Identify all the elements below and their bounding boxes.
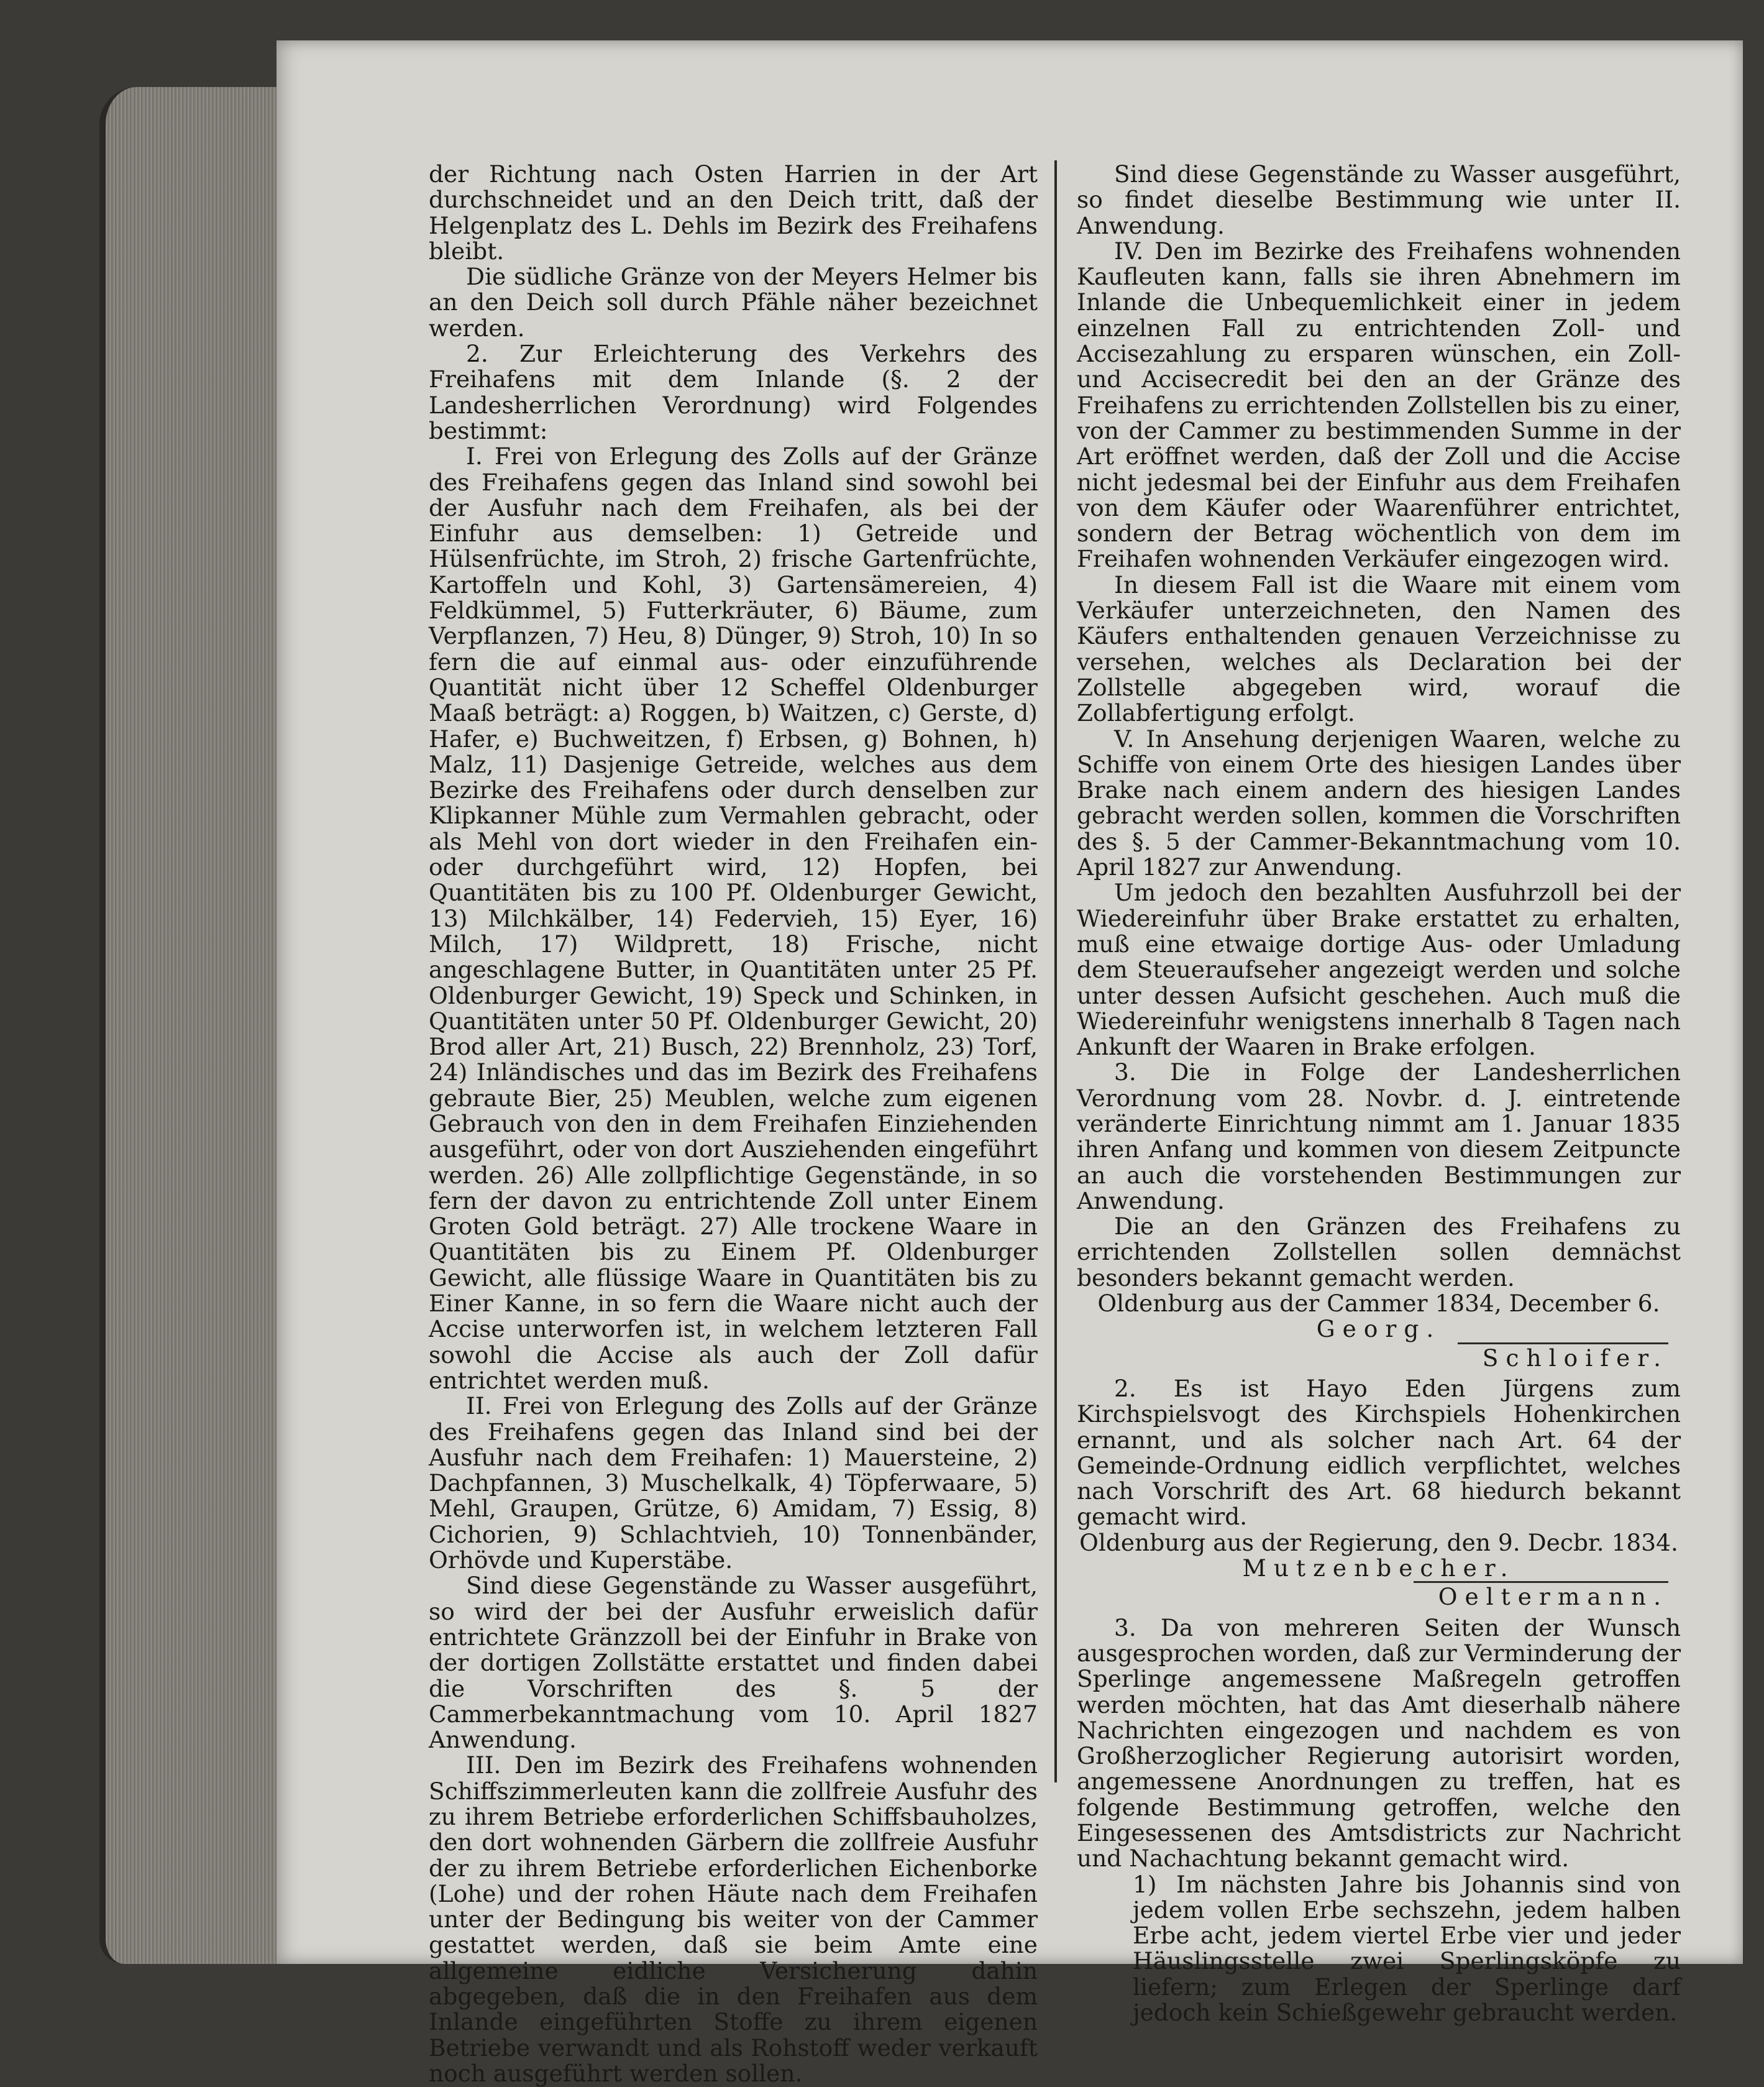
book-edge bbox=[99, 87, 292, 1964]
paragraph: 3. Die in Folge der Landesherrlichen Verordnung vom 28. Novbr. d. J. eintretende veränderte Einrichtung nimmt am 1. Januar 1835 ihren Anfang und kommen von diesem Zeitpuncte an auch die vorstehenden Bestimmungen zur Anwendung. bbox=[1077, 1058, 1681, 1214]
paragraph: IV. Den im Bezirke des Freihafens wohnenden Kaufleuten kann, falls sie ihren Abnehmern im Inlande die Unbequemlichkeit einer in jedem einzelnen Fall zu entrichtenden Zoll- und Accisezahlung zu ersparen wünschen, ein Zoll- und Accisecredit bei den an der Gränze des Freihafens zu errichtenden Zollstellen bis zu einer, von der Cammer zu bestimmenden Summe in der Art eröffnet werden, daß der Zoll und die Accise nicht jedesmal bei der Einfuhr aus dem Freihafen von dem Käufer oder Waarenführer entrichtet, sondern der Betrag wöchentlich von dem im Freihafen wohnenden Verkäufer eingezogen wird. bbox=[1077, 237, 1681, 573]
column-divider bbox=[1054, 160, 1057, 1782]
paragraph: Die an den Gränzen des Freihafens zu errichtenden Zollstellen sollen demnächst besonders bekannt gemacht werden. bbox=[1077, 1213, 1681, 1291]
countersign bbox=[1077, 1581, 1681, 1610]
paragraph: In diesem Fall ist die Waare mit einem vom Verkäufer unterzeichneten, den Namen des Käufers enthaltenden genauen Verzeichnisse zu versehen, welches als Declaration bei der Zollstelle abgegeben wird, worauf die Zollabfertigung erfolgt. bbox=[1077, 571, 1681, 727]
countersign bbox=[1077, 1342, 1681, 1371]
paragraph: der Richtung nach Osten Harrien in der Art durchschneidet und an den Deich tritt, daß der Helgenplatz des L. Dehls im Bezirk des Freihafens bleibt. bbox=[429, 160, 1038, 265]
paragraph: V. In Ansehung derjenigen Waaren, welche zu Schiffe von einem Orte des hiesigen Landes über Brake nach einem andern des hiesigen Landes gebracht werden sollen, kommen die Vorschriften des §. 5 der Cammer-Bekanntmachung vom 10. April 1827 zur Anwendung. bbox=[1077, 725, 1681, 881]
countersign-name: Oeltermann. bbox=[1414, 1581, 1668, 1610]
list-item-number: 1) bbox=[1133, 1870, 1157, 1898]
paragraph: Um jedoch den bezahlten Ausfuhrzoll bei der Wiedereinfuhr über Brake erstattet zu erhalten, muß eine etwaige dortige Aus- oder Umladung dem Steueraufseher angezeigt werden und solche unter dessen Aufsicht geschehen. Auch muß die Wiedereinfuhr wenigstens innerhalb 8 Tagen nach Ankunft der Waaren in Brake erfolgen. bbox=[1077, 879, 1681, 1061]
list-item-text: Im nächsten Jahre bis Johannis sind von jedem vollen Erbe sechszehn, jedem halben Erbe acht, jedem viertel Erbe vier und jeder Häuslingsstelle zwei Sperlingsköpfe zu liefern; zum Erlegen der Sperlinge darf jedoch kein Schießgewehr gebraucht werden. bbox=[1133, 1870, 1681, 2027]
paragraph: II. Frei von Erlegung des Zolls auf der Gränze des Freihafens gegen das Inland sind bei der Ausfuhr nach dem Freihafen: 1) Mauersteine, 2) Dachpfannen, 3) Muschelkalk, 4) Töpferwaare, 5) Mehl, Graupen, Grütze, 6) Amidam, 7) Essig, 8) Cichorien, 9) Schlachtvieh, 10) Tonnenbänder, Orhövde und Kuperstäbe. bbox=[429, 1392, 1038, 1574]
paragraph: Die südliche Gränze von der Meyers Helmer bis an den Deich soll durch Pfähle näher bezeichnet werden. bbox=[429, 263, 1038, 342]
left-column bbox=[429, 162, 1038, 2086]
paragraph: III. Den im Bezirk des Freihafens wohnenden Schiffszimmerleuten kann die zollfreie Ausfuhr des zu ihrem Betriebe erforderlichen Schiffsbauholzes, den dort wohnenden Gärbern die zollfreie Ausfuhr der zu ihrem Betriebe erforderlichen Eichenborke (Lohe) und der rohen Häute nach dem Freihafen unter der Bedingung bis weiter von der Cammer gestattet werden, daß sie beim Amte eine allgemeine eidliche Versicherung dahin abgegeben, daß die in den Freihafen aus dem Inlande eingeführten Stoffe zu ihrem eigenen Betriebe verwandt und als Rohstoff weder verkauft noch ausgeführt werden sollen. bbox=[429, 1751, 1038, 2087]
list-item bbox=[1077, 1872, 1681, 2026]
paragraph: I. Frei von Erlegung des Zolls auf der Gränze des Freihafens gegen das Inland sind sowohl bei der Ausfuhr nach dem Freihafen, als bei der Einfuhr aus demselben: 1) Getreide und Hülsenfrüchte, im Stroh, 2) frische Gartenfrüchte, Kartoffeln und Kohl, 3) Gartensämereien, 4) Feldkümmel, 5) Futterkräuter, 6) Bäume, zum Verpflanzen, 7) Heu, 8) Dünger, 9) Stroh, 10) In so fern die auf einmal aus- oder einzuführende Quantität nicht über 12 Scheffel Oldenburger Maaß beträgt: a) Roggen, b) Waitzen, c) Gerste, d) Hafer, e) Buchweitzen, f) Erbsen, g) Bohnen, h) Malz, 11) Dasjenige Getreide, welches aus dem Bezirke des Freihafens oder durch denselben zur Klipkanner Mühle zum Vermahlen gebracht, oder als Mehl von dort wieder in den Freihafen ein- oder durchgeführt wird, 12) Hopfen, bei Quantitäten bis zu 100 Pf. Oldenburger Gewicht, 13) Milchkälber, 14) Federvieh, 15) Eyer, 16) Milch, 17) Wildprett, 18) Frische, nicht angeschlagene Butter, in Quantitäten unter 25 Pf. Oldenburger Gewicht, 19) Speck und Schinken, in Quantitäten unter 50 Pf. Oldenburger Gewicht, 20) Brod aller Art, 21) Busch, 22) Brennholz, 23) Torf, 24) Inländisches und das im Bezirk des Freihafens gebraute Bier, 25) Meublen, welche zum eigenen Gebrauch von den in dem Freihafen Einziehenden ausgeführt, oder von dort Ausziehenden eingeführt werden. 26) Alle zollpflichtige Gegenstände, in so fern der davon zu entrichtende Zoll unter Einem Groten Gold beträgt. 27) Alle trockene Waare in Quantitäten bis zu Einem Pf. Oldenburger Gewicht, alle flüssige Waare in Quantitäten bis zu Einer Kanne, in so fern die Waare nicht auch der Accise unterworfen ist, in welchem letzteren Fall sowohl die Accise als auch der Zoll dafür entrichtet werden muß. bbox=[429, 443, 1038, 1394]
paragraph: 3. Da von mehreren Seiten der Wunsch ausgesprochen worden, daß zur Verminderung der Sperlinge angemessene Maßregeln getroffen werden möchten, hat das Amt dieserhalb nähere Nachrichten eingezogen und nachdem es von Großherzoglicher Regierung autorisirt worden, angemessene Anordnungen zu treffen, hat es folgende Bestimmung getroffen, welche den Eingesessenen des Amtsdistricts zur Nachricht und Nachachtung bekannt gemacht wird. bbox=[1077, 1613, 1681, 1873]
paragraph: 2. Es ist Hayo Eden Jürgens zum Kirchspielsvogt des Kirchspiels Hohenkirchen ernannt, und als solcher nach Art. 64 der Gemeinde-Ordnung eidlich verpflichtet, welches nach Vorschrift des Art. 68 hiedurch bekannt gemacht wird. bbox=[1077, 1374, 1681, 1531]
right-column bbox=[1077, 162, 1681, 2025]
countersign-name: Schloifer. bbox=[1458, 1342, 1668, 1371]
signer: Georg. bbox=[1316, 1315, 1442, 1343]
signer: Mutzenbecher. bbox=[1242, 1554, 1515, 1582]
paragraph: Sind diese Gegenstände zu Wasser ausgeführt, so findet dieselbe Bestimmung wie unter II. Anwendung. bbox=[1077, 160, 1681, 239]
dateline: Oldenburg aus der Regierung, den 9. Decbr. 1834. bbox=[1079, 1528, 1678, 1556]
paragraph: Sind diese Gegenstände zu Wasser ausgeführt, so wird der bei der Ausfuhr erweislich dafür entrichtete Gränzzoll bei der Einfuhr in Brake von der dortigen Zollstätte erstattet und finden dabei die Vorschriften des §. 5 der Cammerbekanntmachung vom 10. April 1827 Anwendung. bbox=[429, 1572, 1038, 1754]
paragraph: 2. Zur Erleichterung des Verkehrs des Freihafens mit dem Inlande (§. 2 der Landesherrlichen Verordnung) wird Folgendes bestimmt: bbox=[429, 340, 1038, 444]
dateline: Oldenburg aus der Cammer 1834, December 6. bbox=[1097, 1290, 1660, 1318]
